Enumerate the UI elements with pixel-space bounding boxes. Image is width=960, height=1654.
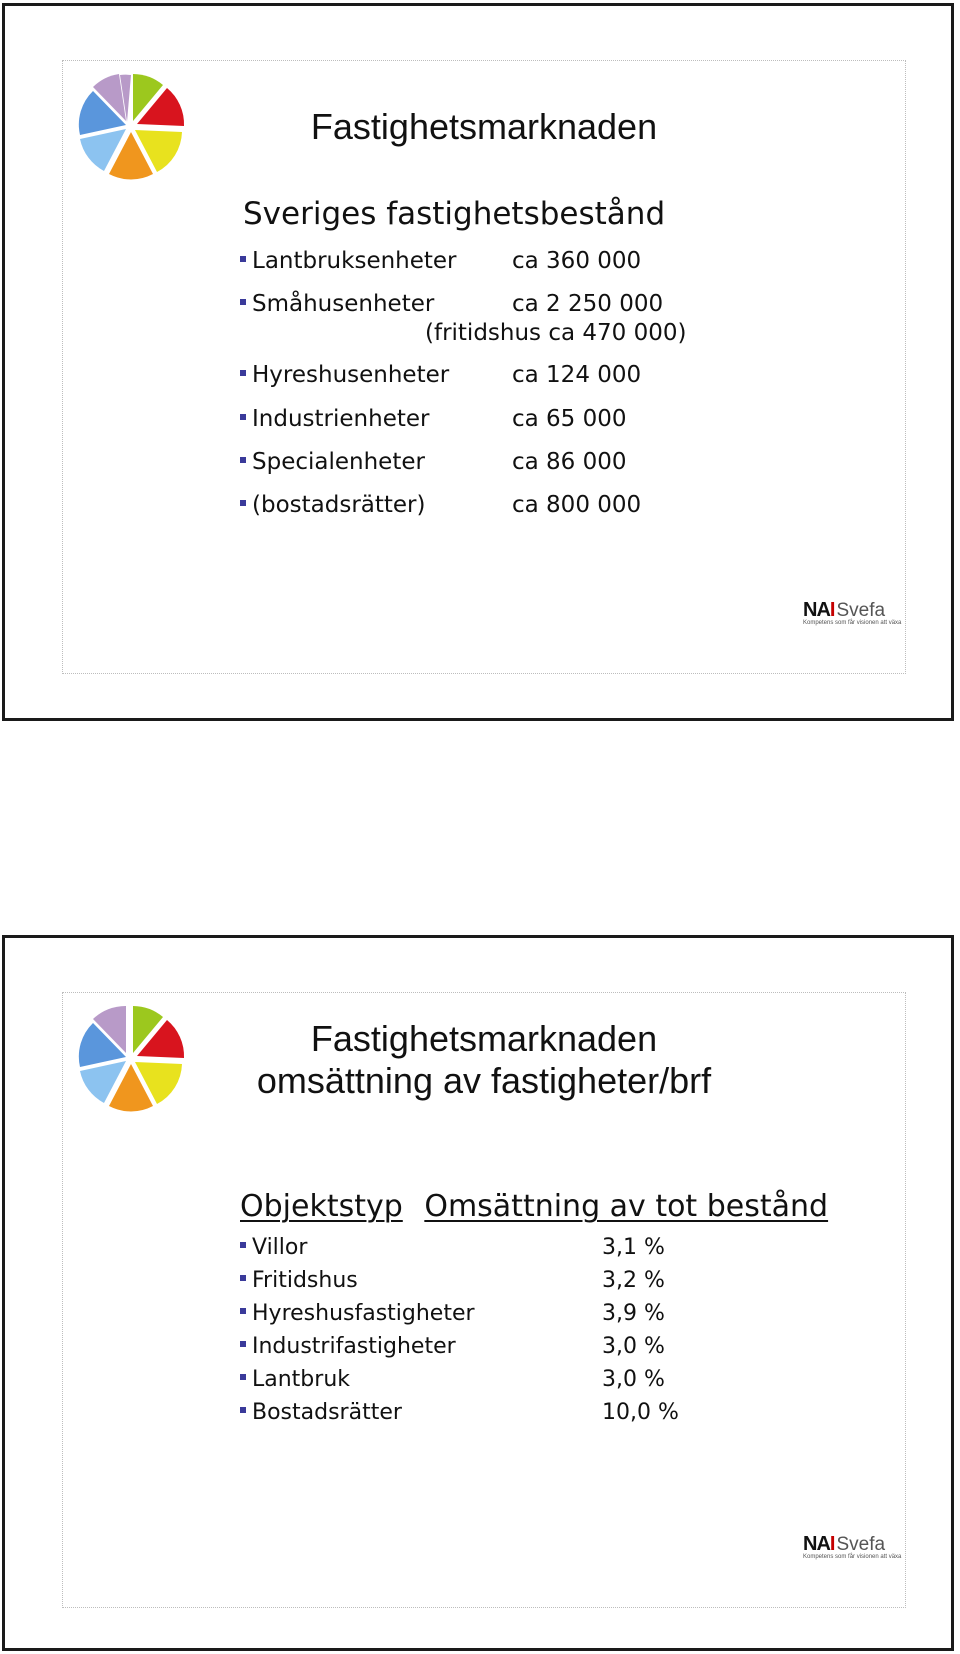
slide-2-content bbox=[62, 992, 906, 1608]
bullet-icon bbox=[240, 1242, 246, 1248]
table-row: Hyreshusfastigheter 3,9 % bbox=[240, 1299, 475, 1329]
table-row: Lantbruk 3,0 % bbox=[240, 1365, 350, 1395]
table-header bbox=[240, 1189, 828, 1225]
slide-1-subtitle: Sveriges fastighetsbestånd bbox=[243, 196, 666, 232]
slide-1-title: Fastighetsmarknaden bbox=[310, 106, 658, 147]
bullet-icon bbox=[240, 457, 246, 463]
bullet-icon bbox=[240, 414, 246, 420]
bullet-icon bbox=[240, 1275, 246, 1281]
nai-svefa-logo: NAI Svefa Kompetens som får visionen att växa bbox=[803, 1533, 902, 1560]
list-item: Hyreshusenheter ca 124 000 bbox=[240, 360, 449, 390]
column-header-omsattning: Omsättning av tot bestånd bbox=[424, 1189, 829, 1224]
table-row: Industrifastigheter 3,0 % bbox=[240, 1332, 456, 1362]
bullet-icon bbox=[240, 1308, 246, 1314]
slide-1 bbox=[2, 3, 954, 721]
fritidshus-note: (fritidshus ca 470 000) bbox=[425, 320, 687, 346]
bullet-icon bbox=[240, 1374, 246, 1380]
nai-svefa-logo: NAI Svefa Kompetens som får visionen att växa bbox=[803, 599, 902, 626]
bullet-icon bbox=[240, 1407, 246, 1413]
slide-2-title-line-2: omsättning av fastigheter/brf bbox=[256, 1060, 712, 1101]
slide-2 bbox=[2, 935, 954, 1651]
list-item: Småhusenheter ca 2 250 000 bbox=[240, 289, 434, 319]
bullet-icon bbox=[240, 370, 246, 376]
list-item: Lantbruksenheter ca 360 000 bbox=[240, 246, 457, 276]
bullet-icon bbox=[240, 500, 246, 506]
list-item: Industrienheter ca 65 000 bbox=[240, 404, 429, 434]
bullet-icon bbox=[240, 256, 246, 262]
bullet-icon bbox=[240, 299, 246, 305]
table-row: Villor 3,1 % bbox=[240, 1233, 307, 1263]
list-item: Specialenheter ca 86 000 bbox=[240, 447, 425, 477]
slide-2-title: Fastighetsmarknaden bbox=[310, 1018, 658, 1059]
table-row: Fritidshus 3,2 % bbox=[240, 1266, 358, 1296]
bullet-icon bbox=[240, 1341, 246, 1347]
column-header-objektstyp: Objektstyp bbox=[240, 1189, 403, 1224]
table-row: Bostadsrätter 10,0 % bbox=[240, 1398, 402, 1428]
slide-1-content bbox=[62, 60, 906, 674]
list-item: (bostadsrätter) ca 800 000 bbox=[240, 490, 426, 520]
